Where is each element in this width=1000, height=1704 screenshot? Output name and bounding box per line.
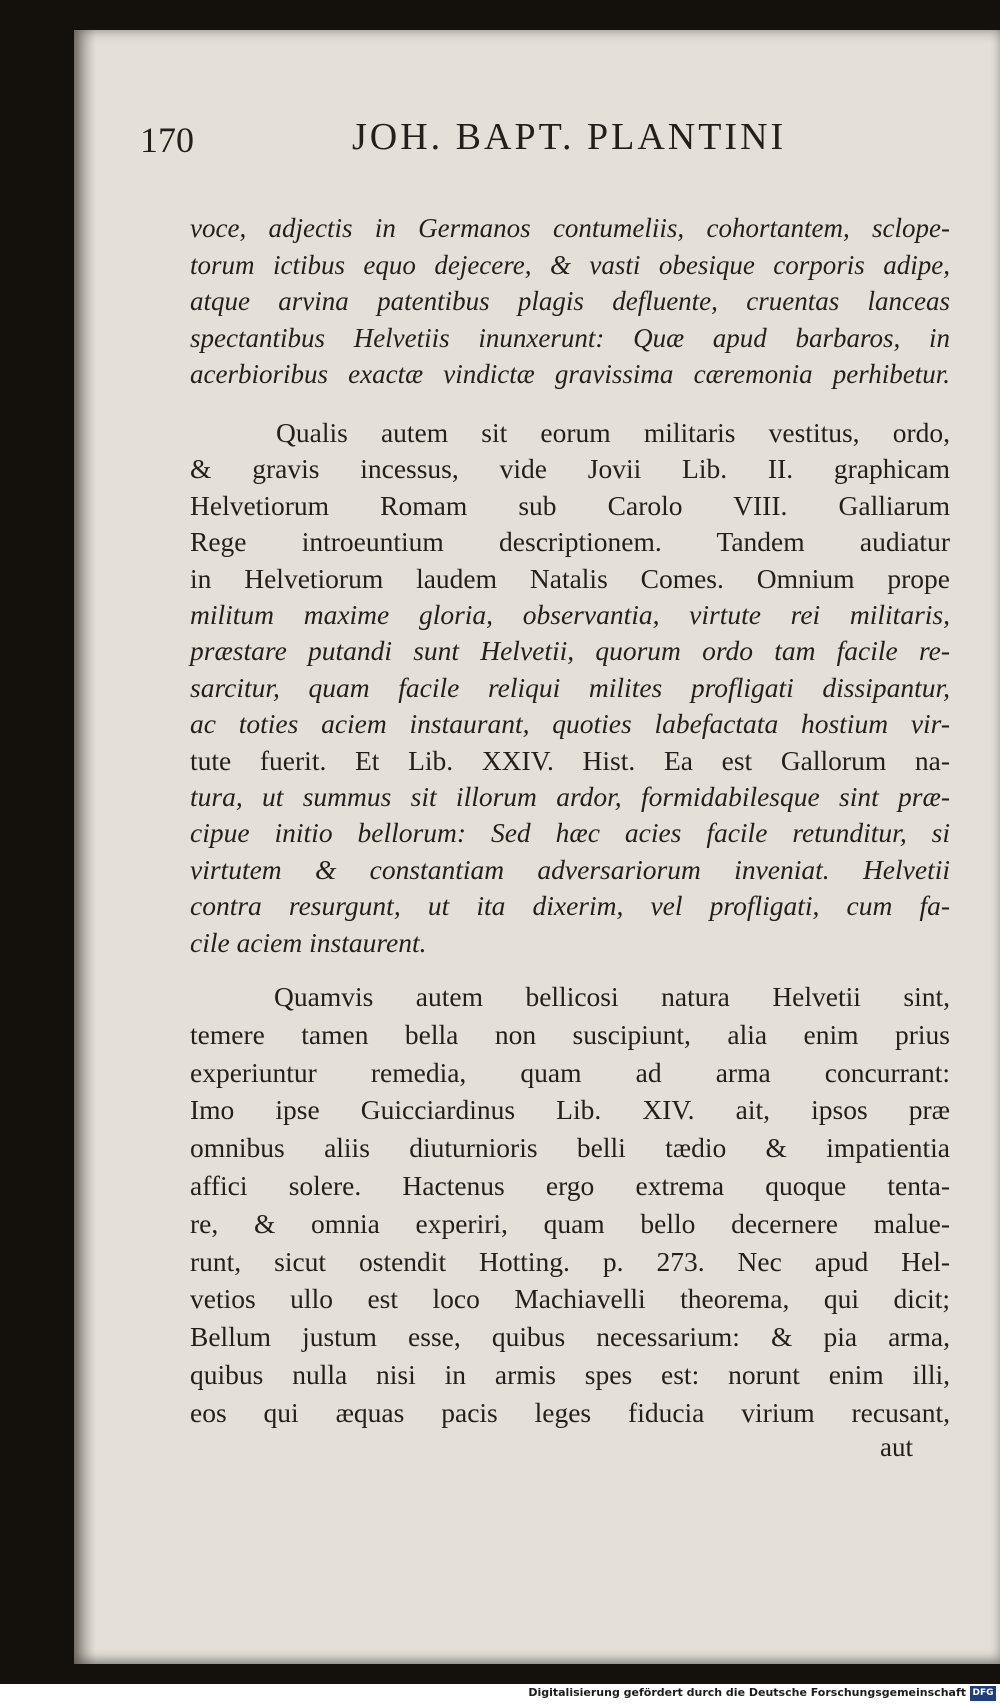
text-line: virtutem & constantiam adversariorum inveniat. Helvetii [190, 853, 950, 885]
text-line: spectantibus Helvetiis inunxerunt: Quæ apud barbaros, in [190, 322, 950, 353]
text-line: præstare putandi sunt Helvetii, quorum ordo tam facile re- [190, 635, 950, 667]
text-line: sarcitur, quam facile reliqui milites profligati dissipantur, [190, 671, 950, 703]
text-line: tute fuerit. Et Lib. XXIV. Hist. Ea est Gallorum na- [190, 744, 950, 776]
text-line: runt, sicut ostendit Hotting. p. 273. Nec apud Hel- [190, 1245, 950, 1277]
text-line: Quamvis autem bellicosi natura Helvetii sint, [274, 981, 950, 1012]
dfg-logo-icon: DFG [970, 1686, 996, 1701]
text-line: in Helvetiorum laudem Natalis Comes. Omnium prope [190, 562, 950, 594]
text-line: voce, adjectis in Germanos contumeliis, cohortantem, sclope- [190, 213, 950, 243]
text-line: temere tamen bella non suscipiunt, alia enim prius [190, 1018, 950, 1050]
text-line: cile aciem instaurent. [190, 926, 427, 958]
text-line: torum ictibus equo dejecere, & vasti obesique corporis adipe, [190, 249, 950, 280]
catchword: aut [880, 1432, 913, 1462]
text-line: ac toties aciem instaurant, quoties labefactata hostium vir- [190, 708, 950, 740]
quote-top-block [190, 210, 950, 393]
paragraph-qualis [190, 415, 950, 961]
page-header [140, 115, 900, 185]
text-line: acerbioribus exactæ vindictæ gravissima cæremonia perhibetur. [190, 359, 950, 390]
text-line: eos qui æquas pacis leges fiducia virium recusant, [190, 1396, 950, 1428]
text-line: vetios ullo est loco Machiavelli theorema, qui dicit; [190, 1283, 950, 1315]
text-line: Helvetiorum Romam sub Carolo VIII. Galliarum [190, 489, 950, 521]
text-line: Qualis autem sit eorum militaris vestitus, ordo, [276, 417, 950, 448]
text-line: quibus nulla nisi in armis spes est: norunt enim illi, [190, 1358, 950, 1390]
text-line: militum maxime gloria, observantia, virtute rei militaris, [190, 599, 950, 631]
text-line: re, & omnia experiri, quam bello decernere malue- [190, 1207, 950, 1239]
footer-credit: Digitalisierung gefördert durch die Deutsche Forschungsgemeinschaft [528, 1686, 966, 1699]
text-line: omnibus aliis diuturnioris belli tædio & impatientia [190, 1132, 950, 1164]
text-line: contra resurgunt, ut ita dixerim, vel profligati, cum fa- [190, 890, 950, 922]
text-line: Rege introeuntium descriptionem. Tandem audiatur [190, 526, 950, 558]
text-line: experiuntur remedia, quam ad arma concurrant: [190, 1056, 950, 1088]
running-title: JOH. BAPT. PLANTINI [352, 116, 787, 158]
page-number: 170 [140, 120, 194, 160]
text-line: atque arvina patentibus plagis defluente, cruentas lanceas [190, 286, 950, 317]
text-line: Bellum justum esse, quibus necessarium: & pia arma, [190, 1321, 950, 1353]
paragraph-quamvis [190, 978, 950, 1432]
text-line: affici solere. Hactenus ergo extrema quoque tenta- [190, 1169, 950, 1201]
digitization-footer [0, 1684, 1000, 1704]
text-line: cipue initio bellorum: Sed hæc acies facile retunditur, si [190, 817, 950, 849]
text-line: & gravis incessus, vide Jovii Lib. II. graphicam [190, 453, 950, 485]
text-line: Imo ipse Guicciardinus Lib. XIV. ait, ipsos præ [190, 1094, 950, 1126]
text-line: tura, ut summus sit illorum ardor, formidabilesque sint præ- [190, 781, 950, 813]
